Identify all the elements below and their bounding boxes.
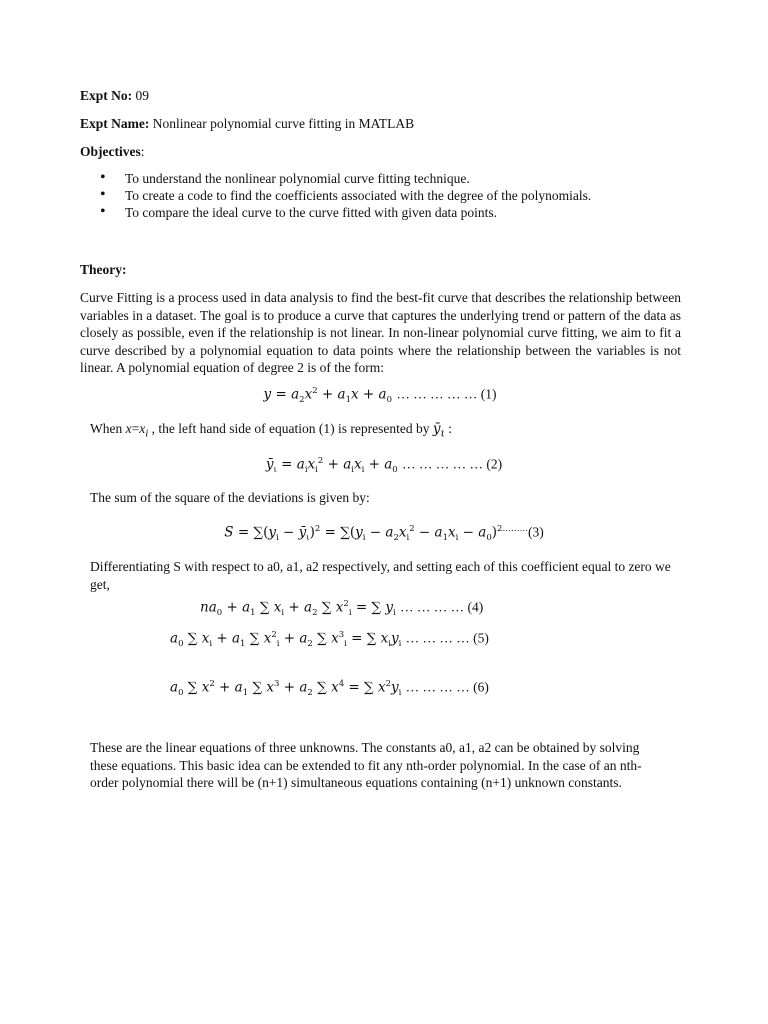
equation-2: $ȳ_\iota = a_ix_i^2 + a_ix_i + a_0$ … … … … … (2) [265, 456, 503, 476]
theory-paragraph: Curve Fitting is a process used in data analysis to find the best-fit curve that describes the relationship between variables in a dataset. The goal is to produce a curve that captures the underlying trend or pattern of the data as closely as possible, even if the relationship is not linear. In non-linear polynomial curve fitting, we aim to fit a curve described by a polynomial equation to data points where the relationship between the variables is not linear. A polynomial equation of degree 2 is of the form: [80, 290, 681, 375]
expt-no: Expt No: 09 [80, 88, 150, 103]
theory-heading: Theory: [80, 262, 127, 277]
list-item: • To compare the ideal curve to the curve fitted with given data points. [100, 204, 591, 221]
list-item: • To create a code to find the coefficients associated with the degree of the polynomials. [100, 187, 591, 204]
objectives-heading: Objectives: [80, 144, 145, 159]
when-line: When $x=x_i$ , the left hand side of equation (1) is represented by $ȳ_\iota$ : [90, 421, 452, 440]
deviation-text: The sum of the square of the deviations is given by: [90, 490, 370, 505]
equation-4: $na_0 + a_1$ ∑ $x_i + a_2$ ∑ $x^2_i$ = ∑ $y_i$ … … … … (4) [200, 599, 484, 619]
objectives-list [100, 170, 591, 221]
equation-6: $a_0$ ∑ $x^2 + a_1$ ∑ $x^3 + a_2$ ∑ $x^4$ = ∑ $x^2y_i$ … … … … (6) [170, 679, 489, 699]
equation-3: $S = \sum(y_i$ − $ȳ_\iota)^2 = \sum(y_i - a_2x_i^2 - a_1x_i - a_0)^{2\dots\dots\dots}(3)$ [224, 524, 544, 544]
differentiation-text: Differentiating S with respect to a0, a1, a2 respectively, and setting each of this coefficient equal to zero we get, [90, 559, 671, 592]
closing-paragraph: These are the linear equations of three unknowns. The constants a0, a1, a2 can be obtained by solving these equations. This basic idea can be extended to fit any nth-order polynomial. In the case of an nth-order polynomial there will be (n+1) simultaneous equations containing (n+1) unknown constants. [90, 740, 642, 790]
expt-name: Expt Name: Nonlinear polynomial curve fitting in MATLAB [80, 116, 415, 131]
list-item: • To understand the nonlinear polynomial curve fitting technique. [100, 170, 591, 187]
equation-5: $a_0$ ∑ $x_i + a_1$ ∑ $x^2_i + a_2$ ∑ $x^3_i$ = ∑ $x_iy_i$ … … … … (5) [170, 630, 489, 650]
equation-1: $y = a_2x^2 + a_1x + a_0$ … … … … … (1) [263, 386, 497, 406]
